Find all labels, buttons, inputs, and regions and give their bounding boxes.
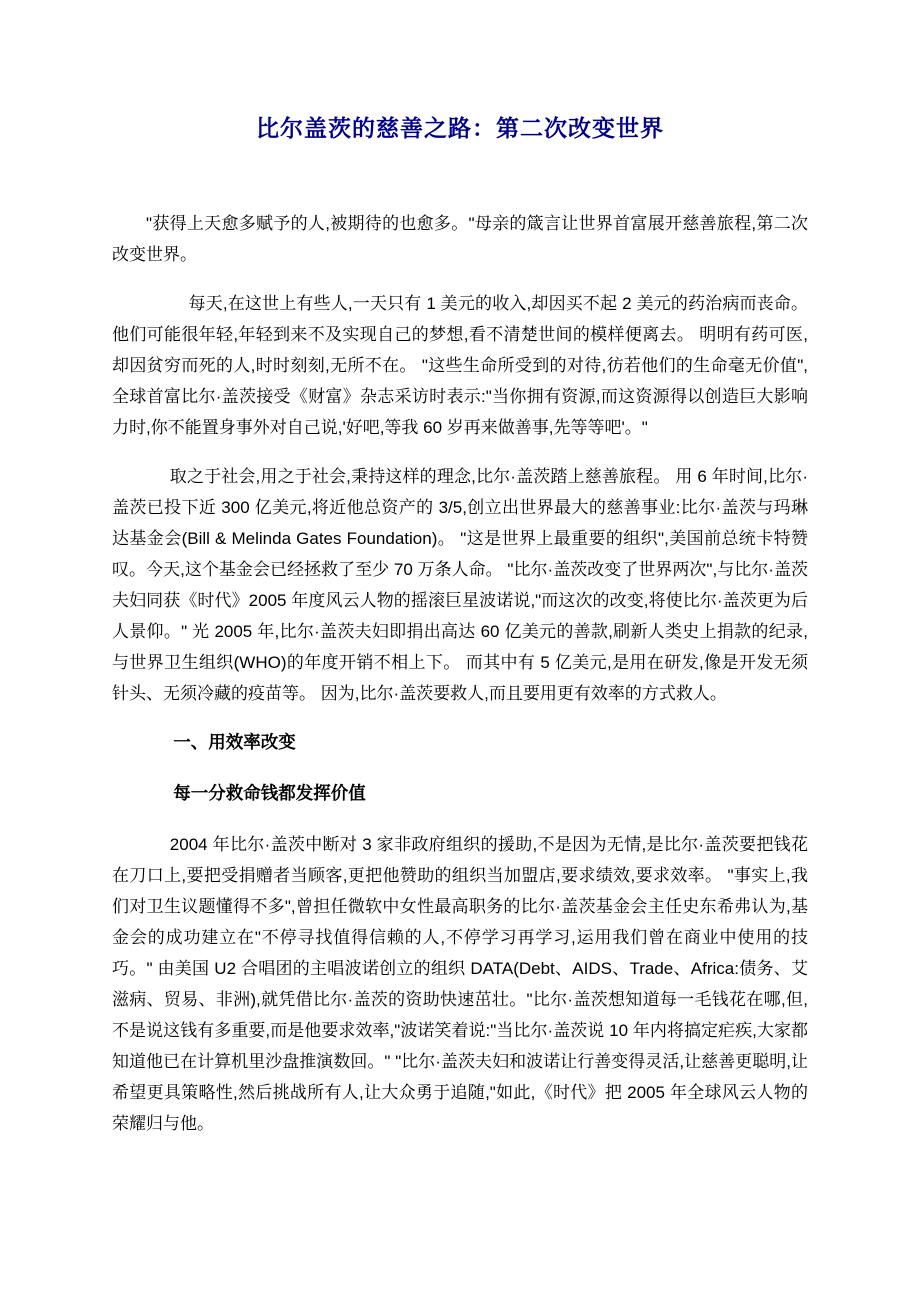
paragraph-foundation: 取之于社会,用之于社会,秉持这样的理念,比尔·盖茨踏上慈善旅程。 用 6 年时间,比尔·盖茨已投下近 300 亿美元,将近他总资产的 3/5,创立出世界最大的慈善事业:比尔·盖茨与玛琳达基金会(Bill & Melinda Gates Foundation)。 "这是世界上最重要的组织",美国前总统卡特赞叹。今天,这个基金会已经拯救了至少 70 万条人命。 "比尔·盖茨改变了世界两次",与比尔·盖茨夫妇同获《时代》2005 年度风云人物的摇滚巨星波诺说,"而这次的改变,将使比尔·盖茨更为后人景仰。" 光 2005 年,比尔·盖茨夫妇即捐出高达 60 亿美元的善款,刷新人类史上捐款的纪录,与世界卫生组织(WHO)的年度开销不相上下。 而其中有 5 亿美元,是用在研发,像是开发无须针头、无须冷藏的疫苗等。 因为,比尔·盖茨要救人,而且要用更有效率的方式救人。 bbox=[112, 467, 808, 703]
subsection-heading-every-dollar: 每一分救命钱都发挥价值 bbox=[173, 783, 366, 803]
paragraph-intro: "获得上天愈多赋予的人,被期待的也愈多。"母亲的箴言让世界首富展开慈善旅程,第二次改变世界。 bbox=[112, 214, 808, 264]
paragraph-efficiency-detail: 2004 年比尔·盖茨中断对 3 家非政府组织的援助,不是因为无情,是比尔·盖茨要把钱花在刀口上,要把受捐赠者当顾客,更把他赞助的组织当加盟店,要求绩效,要求效率。 "事实上,我们对卫生议题懂得不多",曾担任微软中女性最高职务的比尔·盖茨基金会主任史东希弗认为,基金会的成功建立在"不停寻找值得信赖的人,不停学习再学习,运用我们曾在商业中使用的技巧。" 由美国 U2 合唱团的主唱波诺创立的组织 DATA(Debt、AIDS、Trade、Africa:债务、艾滋病、贸易、非洲),就凭借比尔·盖茨的资助快速茁壮。"比尔·盖茨想知道每一毛钱花在哪,但,不是说这钱有多重要,而是他要求效率,"波诺笑着说:"当比尔·盖茨说 10 年内将搞定疟疾,大家都知道他已在计算机里沙盘推演数回。" "比尔·盖茨夫妇和波诺让行善变得灵活,让慈善更聪明,让希望更具策略性,然后挑战所有人,让大众勇于追随,"如此,《时代》把 2005 年全球风云人物的荣耀归与他。 bbox=[112, 835, 808, 1133]
document-title: 比尔盖茨的慈善之路：第二次改变世界 bbox=[256, 115, 664, 141]
section-heading-efficiency: 一、用效率改变 bbox=[173, 732, 296, 752]
paragraph-poverty: 每天,在这世上有些人,一天只有 1 美元的收入,却因买不起 2 美元的药治病而丧命。他们可能很年轻,年轻到来不及实现自己的梦想,看不清楚世间的模样便离去。 明明有药可医,却因贫穷而死的人,时时刻刻,无所不在。 "这些生命所受到的对待,彷若他们的生命毫无价值",全球首富比尔·盖茨接受《财富》杂志采访时表示:"当你拥有资源,而这资源得以创造巨大影响力时,你不能置身事外对自己说,'好吧,等我 60 岁再来做善事,先等等吧'。" bbox=[112, 294, 808, 437]
